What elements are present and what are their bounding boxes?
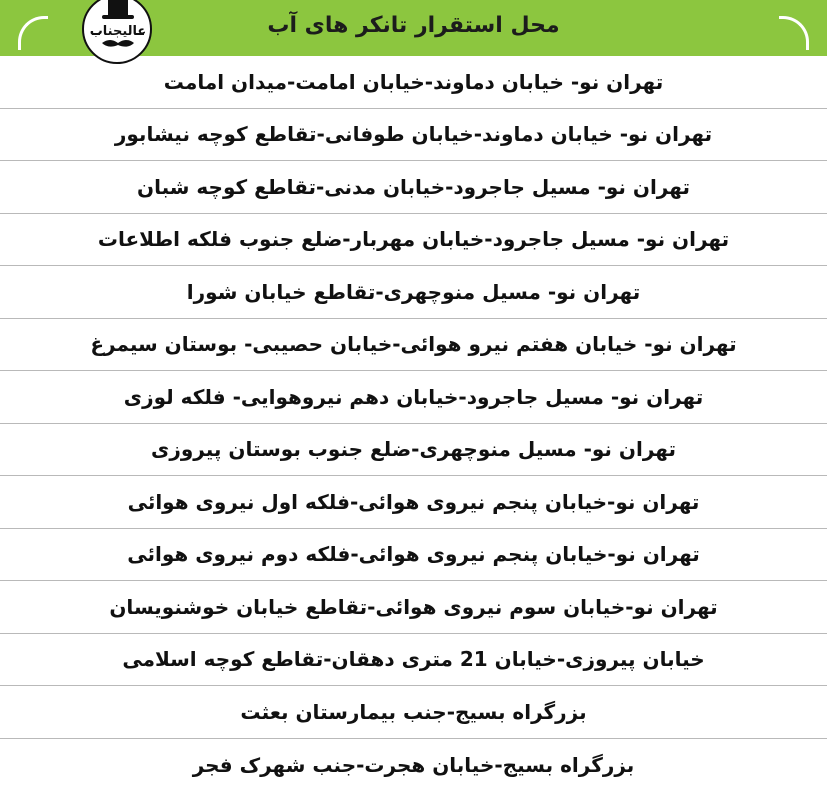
location-row: تهران نو- مسیل جاجرود-خیابان مهربار-ضلع جنوب فلکه اطلاعات xyxy=(0,214,827,267)
location-row: تهران نو-خیابان سوم نیروی هوائی-تقاطع خیابان خوشنویسان xyxy=(0,581,827,634)
page-title: محل استقرار تانکر های آب xyxy=(0,8,827,44)
location-row: خیابان پیروزی-خیابان 21 متری دهقان-تقاطع کوچه اسلامی xyxy=(0,634,827,687)
location-list xyxy=(0,56,827,791)
location-row: تهران نو-خیابان پنجم نیروی هوائی-فلکه اول نیروی هوائی xyxy=(0,476,827,529)
location-row: تهران نو- خیابان دماوند-خیابان طوفانی-تقاطع کوچه نیشابور xyxy=(0,109,827,162)
top-hat-mustache-logo-icon xyxy=(84,0,152,64)
location-row: تهران نو- خیابان دماوند-خیابان امامت-میدان امامت xyxy=(0,56,827,109)
location-row: تهران نو-خیابان پنجم نیروی هوائی-فلکه دوم نیروی هوائی xyxy=(0,529,827,582)
location-row: تهران نو- خیابان هفتم نیرو هوائی-خیابان حصیبی- بوستان سیمرغ xyxy=(0,319,827,372)
location-row: تهران نو- مسیل منوچهری-تقاطع خیابان شورا xyxy=(0,266,827,319)
location-row: تهران نو- مسیل جاجرود-خیابان دهم نیروهوایی- فلکه لوزی xyxy=(0,371,827,424)
location-row: تهران نو- مسیل جاجرود-خیابان مدنی-تقاطع کوچه شبان xyxy=(0,161,827,214)
logo xyxy=(82,0,152,64)
location-row: تهران نو- مسیل منوچهری-ضلع جنوب بوستان پیروزی xyxy=(0,424,827,477)
logo-text: عالیجناب xyxy=(90,24,147,39)
location-row: بزرگراه بسیج-جنب بیمارستان بعثت xyxy=(0,686,827,739)
location-row: بزرگراه بسیج-خیابان هجرت-جنب شهرک فجر xyxy=(0,739,827,791)
